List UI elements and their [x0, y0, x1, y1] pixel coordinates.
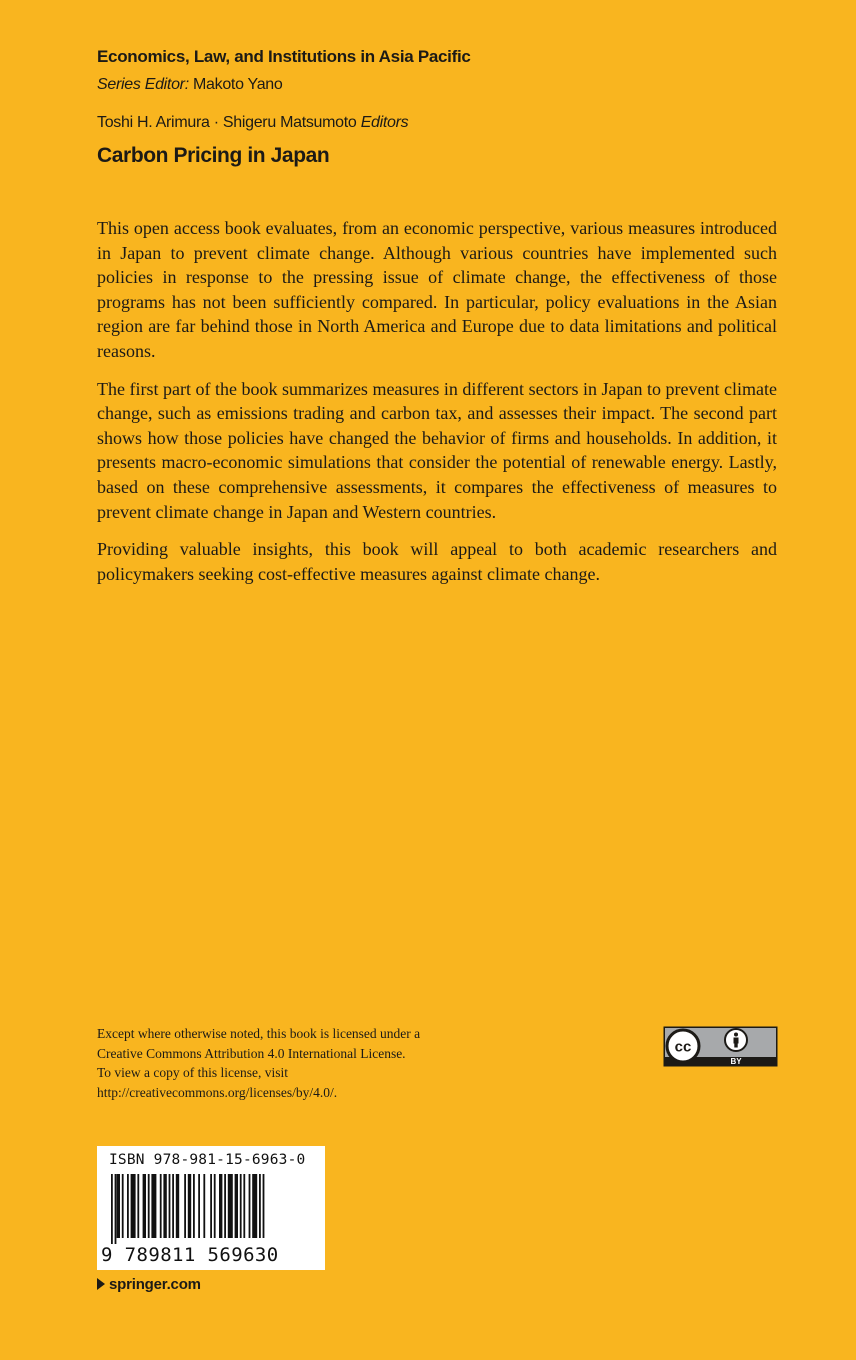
barcode-bar	[193, 1174, 195, 1238]
isbn-label: ISBN 978-981-15-6963-0	[109, 1152, 306, 1168]
publisher-url: springer.com	[109, 1276, 201, 1293]
barcode-bar	[169, 1174, 171, 1238]
barcode-bar	[122, 1174, 124, 1238]
book-title: Carbon Pricing in Japan	[97, 144, 330, 167]
barcode-bar	[172, 1174, 174, 1238]
barcode-bar	[151, 1174, 156, 1238]
barcode-bar	[249, 1174, 251, 1238]
barcode-bar	[203, 1174, 205, 1238]
barcode-bar	[252, 1174, 257, 1238]
barcode-bar	[111, 1174, 113, 1244]
barcode-bar	[259, 1174, 261, 1238]
barcode-bar	[137, 1174, 139, 1238]
abstract	[97, 216, 777, 599]
series-editor-label: Series Editor:	[97, 76, 189, 93]
barcode-bar	[235, 1174, 238, 1238]
barcode-bar	[214, 1174, 216, 1238]
barcode-digits: 9 789811 569630	[101, 1244, 279, 1266]
creative-commons-icon	[667, 1030, 699, 1062]
barcode-bar	[160, 1174, 162, 1238]
barcode-bar	[127, 1174, 129, 1238]
abstract-paragraph: The first part of the book summarizes measures in different sectors in Japan to prevent climate change, such as emissions trading and carbon tax, and assesses their impact. The second part shows how those policies have changed the behavior of firms and households. In addition, it presents macro-economic simulations that consider the potential of renewable energy. Lastly, based on these comprehensive assessments, it compares the effectiveness of measures to prevent climate change in Japan and Western countries.	[97, 378, 777, 522]
license-line: Creative Commons Attribution 4.0 International License.	[97, 1045, 406, 1061]
barcode-bar	[228, 1174, 233, 1238]
barcode-bar	[131, 1174, 136, 1238]
barcode-bar	[243, 1174, 245, 1238]
barcode-bar	[224, 1174, 226, 1238]
barcode-bar	[148, 1174, 150, 1238]
book-editors	[97, 114, 408, 132]
editors-names: Toshi H. Arimura · Shigeru Matsumoto	[97, 114, 357, 131]
license-line: Except where otherwise noted, this book is licensed under a	[97, 1026, 421, 1041]
barcode-bar	[188, 1174, 191, 1238]
series-editor	[97, 76, 283, 94]
barcode-bar	[176, 1174, 179, 1238]
isbn-barcode	[97, 1146, 325, 1270]
barcode-bars	[97, 1174, 325, 1244]
barcode-bar	[184, 1174, 186, 1238]
series-editor-name: Makoto Yano	[193, 76, 283, 93]
barcode-bar	[210, 1174, 212, 1238]
triangle-arrow-icon	[97, 1278, 105, 1290]
barcode-bar	[143, 1174, 146, 1238]
barcode-bar	[198, 1174, 200, 1238]
by-badge-text: BY	[730, 1057, 742, 1066]
abstract-paragraph: Providing valuable insights, this book will appeal to both academic researchers and policymakers seeking cost-effective measures against climate change.	[97, 539, 777, 584]
barcode-bar	[240, 1174, 242, 1238]
barcode-bar	[263, 1174, 265, 1238]
abstract-paragraph: This open access book evaluates, from an economic perspective, various measures introduced in Japan to prevent climate change. Although various countries have implemented such policies in response to the pressing issue of climate change, the effectiveness of those programs has not been sufficiently compared. In particular, policy evaluations in the Asian region are far behind those in North America and Europe due to data limitations and political reasons.	[97, 218, 777, 361]
barcode-bar	[115, 1174, 117, 1244]
attribution-person-icon	[725, 1029, 747, 1051]
license-line: To view a copy of this license, visit	[97, 1065, 289, 1080]
series-title: Economics, Law, and Institutions in Asia Pacific	[97, 47, 471, 66]
editors-role: Editors	[360, 114, 409, 131]
cc-by-license-badge[interactable]	[663, 1026, 778, 1067]
license-notice	[97, 1024, 517, 1102]
barcode-bar	[117, 1174, 120, 1238]
cc-badge-text: cc	[674, 1038, 692, 1056]
license-url[interactable]: http://creativecommons.org/licenses/by/4.0/.	[97, 1084, 338, 1100]
barcode-bar	[163, 1174, 166, 1238]
barcode-bar	[219, 1174, 222, 1238]
publisher-link[interactable]	[97, 1276, 201, 1293]
